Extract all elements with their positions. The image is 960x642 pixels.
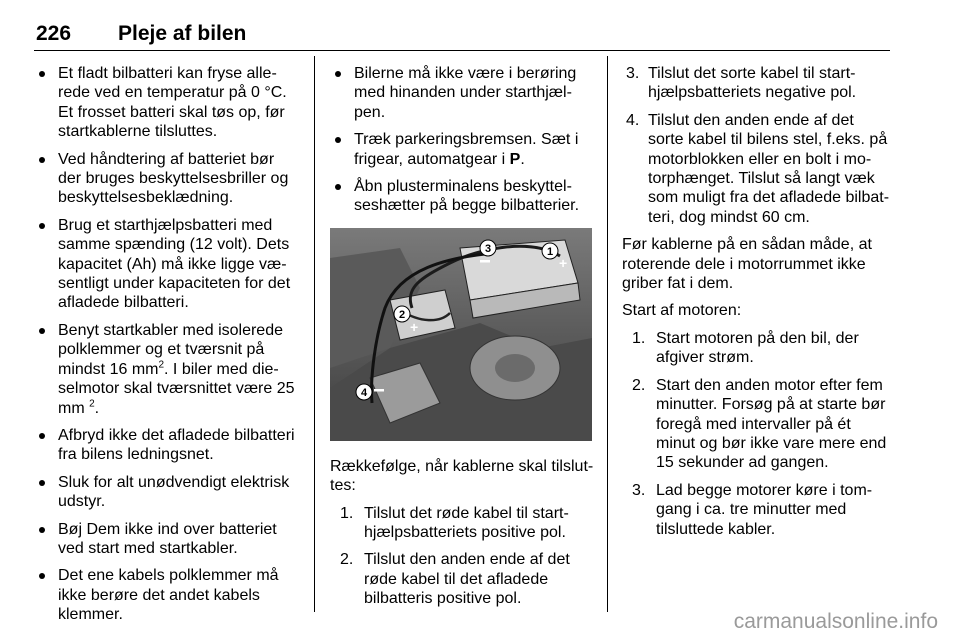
bullet-item: Ved håndtering af batteriet bør der bruges beskyttelsesbriller og beskyttelsesbeklædning. xyxy=(34,150,300,208)
engine-start-heading: Start af motoren: xyxy=(622,302,742,320)
step-item xyxy=(622,481,890,539)
step-item xyxy=(330,550,595,608)
step-number: 2. xyxy=(340,551,354,569)
bullet-item xyxy=(330,130,595,169)
jump-start-illustration xyxy=(330,228,592,441)
step-number: 1. xyxy=(632,329,646,347)
watermark: carmanualsonline.info xyxy=(733,610,938,633)
engine-bay-image xyxy=(330,228,592,441)
bullet-item: Et fladt bilbatteri kan fryse allerede ved en temperatur på 0 °C. Et frosset batteri skal tøs op, før startkablerne tilsluttes. xyxy=(34,64,300,142)
safety-bullet-list xyxy=(34,64,300,625)
step-text: Tilslut det sorte kabel til starthjælpsbatteriets negative pol. xyxy=(648,65,857,102)
step-text: Tilslut den anden ende af det røde kabel til det afladede bilbatteris positive pol. xyxy=(364,551,570,608)
step-item xyxy=(622,64,890,103)
step-number: 4. xyxy=(626,111,640,129)
bullet-text: Benyt startkabler med isolerede polklemmer og et tværsnit på mindst 16 mm xyxy=(58,321,283,378)
column-divider-right xyxy=(607,56,608,612)
step-text: Lad begge motorer køre i tomgang i ca. tre minutter med tilsluttede kabler. xyxy=(656,481,873,538)
column-2 xyxy=(330,64,595,617)
page-number: 226 xyxy=(36,22,72,45)
superscript: 2 xyxy=(158,359,165,371)
bullet-item: Bilerne må ikke være i berøring med hinanden under starthjælpen. xyxy=(330,64,595,122)
bullet-item: Afbryd ikke det afladede bilbatteri fra bilens ledningsnet. xyxy=(34,426,300,465)
step-text: Tilslut det røde kabel til starthjælpsbatteriets positive pol. xyxy=(364,504,569,542)
bullet-item: Det ene kabels polklemmer må ikke berøre det andet kabels klemmer. xyxy=(34,566,300,624)
column-1 xyxy=(34,64,300,633)
step-number: 2. xyxy=(632,376,646,394)
bullet-item: Åbn plusterminalens beskyttelseshætter på begge bilbatterier. xyxy=(330,177,595,216)
svg-text:+: + xyxy=(559,254,568,271)
gear-p-label: P xyxy=(509,150,521,168)
step-number: 1. xyxy=(340,504,354,522)
step-item xyxy=(330,504,595,543)
step-number: 3. xyxy=(626,65,640,82)
step-text: Start motoren på den bil, der afgiver strøm. xyxy=(656,329,859,367)
bullet-text: . xyxy=(520,150,525,168)
step-number: 3. xyxy=(632,481,646,499)
bullet-text: . xyxy=(94,399,100,417)
step-text: Tilslut den anden ende af det sorte kabel til bilens stel, f.eks. på motorblokken eller en bolt i motorphænget. Tilslut så langt væk som muligt fra det afladede bilbatteri, dog mindst 60 cm. xyxy=(648,111,890,226)
superscript: 2 xyxy=(89,398,95,410)
column-divider-left xyxy=(314,56,315,612)
bullet-item: Brug et starthjælpsbatteri med samme spænding (12 volt). Dets kapacitet (Ah) må ikke ligge væsentligt under kapaciteten for det afladede bilbatteri. xyxy=(34,216,300,313)
cable-routing-note: Før kablerne på en sådan måde, at roterende dele i motorrummet ikke griber fat i dem. xyxy=(622,236,872,293)
bullet-item: Bøj Dem ikke ind over batteriet ved start med startkabler. xyxy=(34,520,300,559)
step-text: Start den anden motor efter fem minutter. Forsøg på at starte bør foregå med intervaller på ét minut og bør ikke vare mere end 15 sekunder ad gangen. xyxy=(656,376,887,472)
bullet-item xyxy=(34,321,300,418)
step-item xyxy=(622,329,890,368)
bullet-text: Træk parkeringsbremsen. Sæt i frigear, automatgear i xyxy=(354,131,579,168)
connection-intro: Rækkefølge, når kablerne skal tilsluttes: xyxy=(330,457,594,495)
section-title: Pleje af bilen xyxy=(118,22,247,45)
bullet-item: Sluk for alt unødvendigt elektrisk udstyr. xyxy=(34,473,300,512)
svg-text:+: + xyxy=(410,318,419,335)
bullet-text: . I biler med dieselmotor skal tværsnittet være 25 mm xyxy=(58,360,295,417)
connection-steps xyxy=(330,504,595,609)
callout-4-label: 4 xyxy=(360,386,368,399)
callout-3-label: 3 xyxy=(484,242,492,255)
step-item xyxy=(622,376,890,473)
connection-steps-continued xyxy=(622,64,890,227)
page-header xyxy=(34,22,890,51)
engine-start-steps xyxy=(622,329,890,539)
preparation-bullet-list xyxy=(330,64,595,216)
engine-component xyxy=(495,354,535,382)
callout-2-label: 2 xyxy=(398,308,406,321)
column-3 xyxy=(622,64,890,547)
callout-1-label: 1 xyxy=(546,245,554,258)
step-item xyxy=(622,111,890,227)
